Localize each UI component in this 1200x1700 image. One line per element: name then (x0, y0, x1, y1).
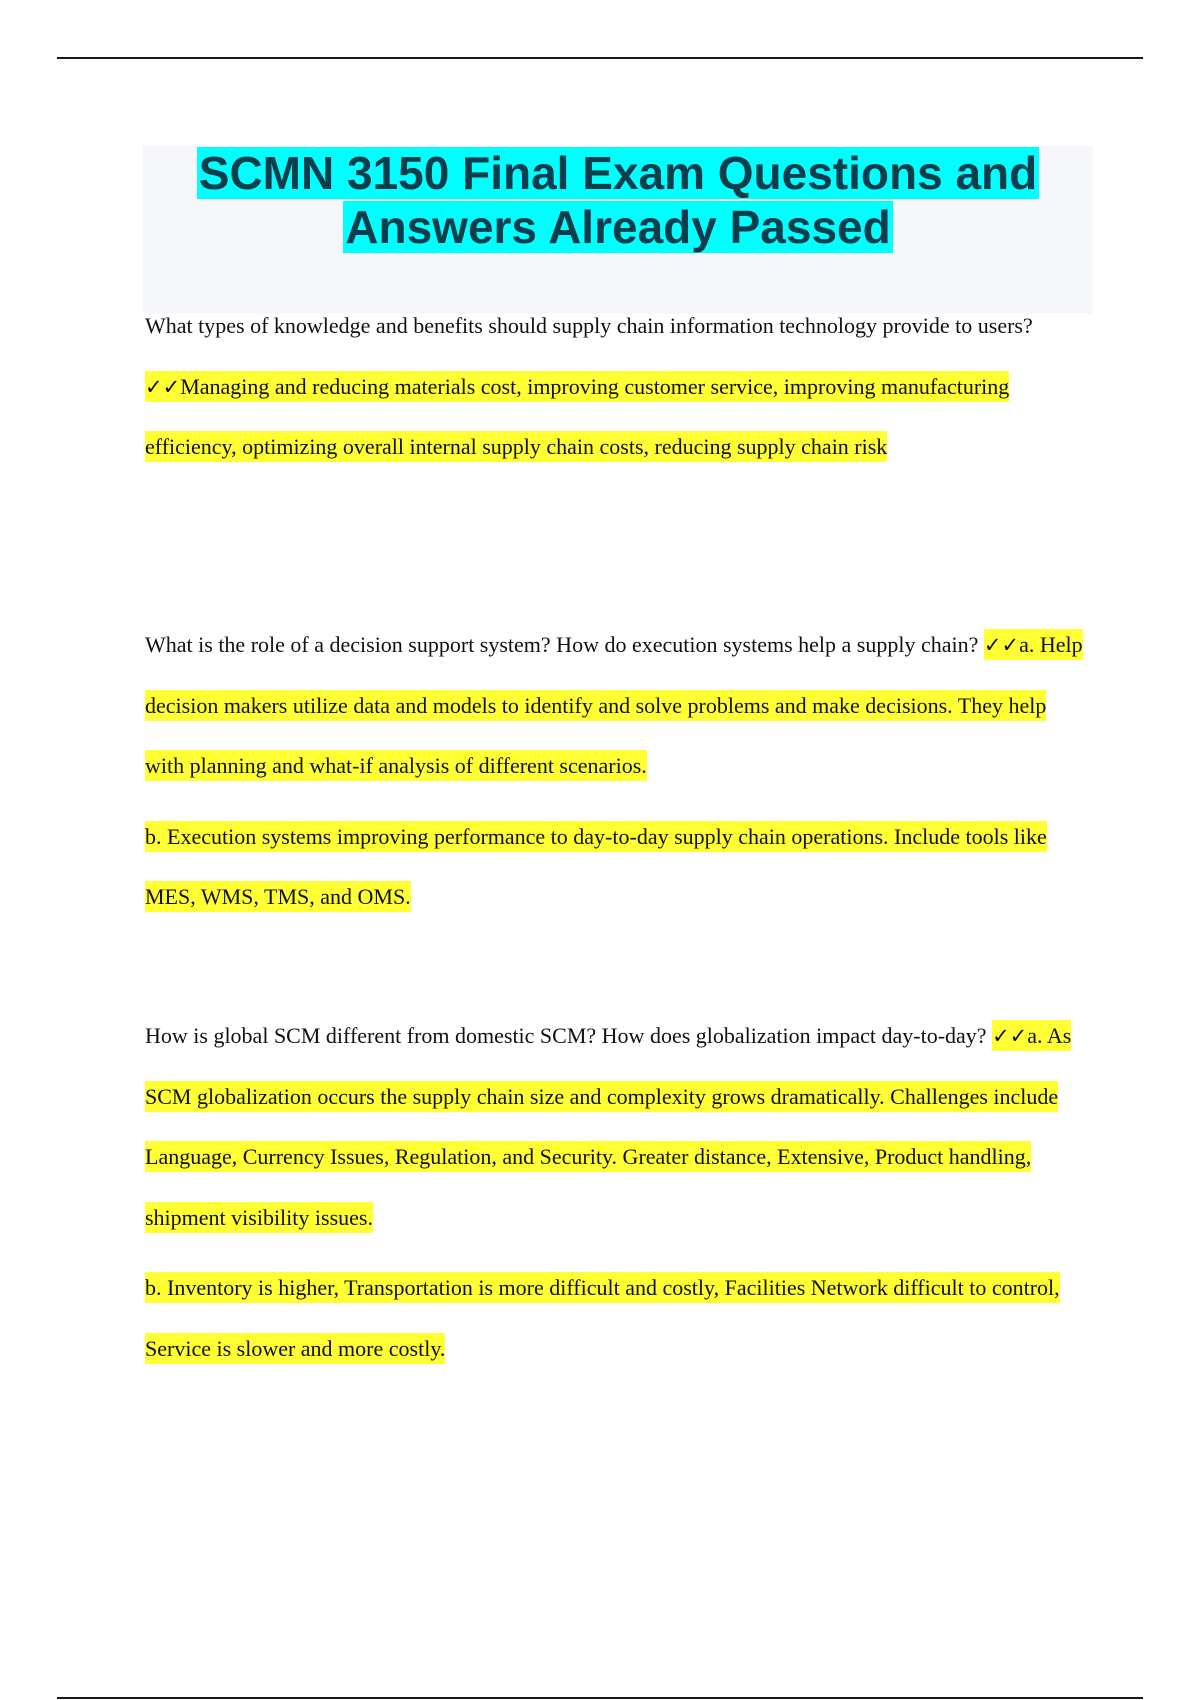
answer-2b-paragraph (145, 807, 1085, 928)
double-check-icon: ✓✓ (983, 633, 1020, 657)
qa-item-2 (145, 615, 1085, 928)
double-check-icon: ✓✓ (992, 1024, 1028, 1048)
answer-3b-text: b. Inventory is higher, Transportation is more difficult and costly, Facilities Network difficult to control, Service is slower and more costly. (145, 1272, 1060, 1364)
double-check-icon: ✓✓ (145, 374, 181, 399)
title-banner (143, 146, 1093, 314)
header-rule (57, 57, 1143, 59)
answer-2b-text: b. Execution systems improving performance to day-to-day supply chain operations. Include tools like MES, WMS, TMS, and OMS. (145, 821, 1047, 913)
footer-rule (57, 1697, 1143, 1699)
page-title-text: SCMN 3150 Final Exam Questions and Answers Already Passed (198, 147, 1038, 253)
answer-1-highlight (145, 371, 1009, 463)
question-1-paragraph (145, 296, 1085, 478)
page-title (143, 146, 1093, 254)
question-2-text: What is the role of a decision support system? How do execution systems help a supply chain? (145, 632, 984, 657)
answer-2a-text: a. Help decision makers utilize data and models to identify and solve problems and make decisions. They help with planning and what-if analysis of different scenarios. (145, 632, 1083, 778)
question-2-paragraph (145, 615, 1085, 797)
answer-3a-text: a. As SCM globalization occurs the supply chain size and complexity grows dramatically. Challenges include Language, Currency Issues, Regulation, and Security. Greater distance, Extensive, Product handling, shipment visibility issues. (145, 1023, 1072, 1230)
question-3-paragraph (145, 1006, 1085, 1248)
answer-3b-paragraph (145, 1258, 1085, 1379)
answer-1-text: Managing and reducing materials cost, improving customer service, improving manufacturing efficiency, optimizing overall internal supply chain costs, reducing supply chain risk (145, 373, 1010, 459)
qa-item-1 (145, 296, 1085, 478)
question-1-text: What types of knowledge and benefits should supply chain information technology provide to users? (145, 313, 1033, 338)
question-3-text: How is global SCM different from domestic SCM? How does globalization impact day-to-day? (145, 1023, 993, 1048)
answer-3a-highlight (145, 1020, 1071, 1233)
qa-item-3 (145, 1006, 1085, 1379)
